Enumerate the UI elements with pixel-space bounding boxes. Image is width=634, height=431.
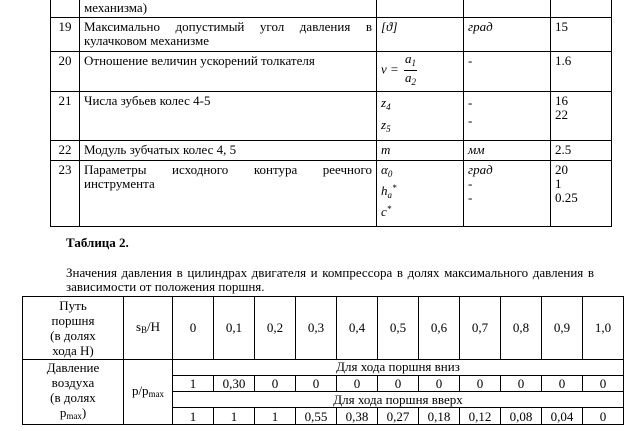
label-line: воздуха [51, 375, 95, 390]
row-value: 2.5 [551, 141, 612, 161]
row-number: 23 [51, 161, 80, 227]
value-line: 22 [555, 107, 568, 122]
label-tail: ) [81, 405, 87, 420]
unit-line: град [468, 162, 493, 177]
value-line: 0.25 [555, 190, 578, 205]
position-value: 0,2 [255, 297, 296, 360]
up-value: 1 [214, 408, 255, 425]
row-number: 19 [51, 18, 80, 52]
row-description: Максимально допустимый угол давления в кулачковом механизме [80, 18, 377, 52]
symbol-star: * [392, 183, 397, 193]
label-line [23, 405, 123, 424]
down-value: 0 [501, 375, 542, 392]
up-value: 0,08 [501, 408, 542, 425]
up-value: 0,12 [460, 408, 501, 425]
symbol-base: h [381, 183, 388, 198]
ratio-index: max [148, 388, 165, 399]
row-value: 15 [551, 18, 612, 52]
pressure-table [22, 296, 624, 425]
table-row [51, 18, 612, 52]
down-value: 0 [419, 375, 460, 392]
table-row [51, 52, 612, 92]
down-value: 0 [296, 375, 337, 392]
symbol-index: 5 [386, 124, 391, 134]
frac-denominator-index: 2 [411, 77, 417, 87]
ratio-tail: /H [147, 318, 161, 334]
position-label [23, 297, 124, 360]
position-value: 0 [173, 297, 214, 360]
down-value: 0 [460, 375, 501, 392]
frac-denominator: a [405, 70, 412, 85]
label-line: (в долях [50, 328, 96, 343]
ratio-base: s [135, 318, 142, 334]
row-symbol [377, 161, 464, 227]
label-p: p [59, 405, 67, 420]
down-value: 0 [255, 375, 296, 392]
row-value [551, 92, 612, 141]
down-value: 0 [583, 375, 624, 392]
row-value: 1.6 [551, 52, 612, 92]
value-line: 20 [555, 162, 568, 177]
row-description: Модуль зубчатых колес 4, 5 [80, 141, 377, 161]
frac-numerator: a [405, 51, 412, 66]
row-symbol [377, 92, 464, 141]
down-value: 0 [337, 375, 378, 392]
row-unit [464, 92, 551, 141]
symbol-index: 4 [386, 102, 391, 112]
parameters-table [50, 0, 612, 227]
symbol-base: α [381, 162, 388, 177]
symbol-base: c [381, 204, 387, 219]
up-value: 0,04 [542, 408, 583, 425]
position-value: 0,3 [296, 297, 337, 360]
table-row [51, 0, 612, 18]
up-value: 0,55 [296, 408, 337, 425]
row-description: Параметры исходного контура реечного инструмента [80, 161, 377, 227]
row-symbol: m [377, 141, 464, 161]
row-fragment: механизма) [80, 0, 377, 18]
symbol-base: z [381, 117, 387, 132]
row-number: 22 [51, 141, 80, 161]
row-symbol [377, 52, 464, 92]
position-value: 1,0 [583, 297, 624, 360]
label-line: поршня [51, 313, 95, 328]
label-p-index: max [66, 411, 82, 421]
position-ratio [124, 297, 173, 360]
unit-line: - [468, 190, 473, 205]
up-value: 0,38 [337, 408, 378, 425]
row-number: 20 [51, 52, 80, 92]
position-value: 0,7 [460, 297, 501, 360]
symbol-index: 0 [387, 169, 393, 179]
up-value: 1 [173, 408, 214, 425]
label-line: Давление [46, 360, 100, 375]
down-value: 0 [542, 375, 583, 392]
label-line: Путь [59, 298, 87, 313]
table-2-title: Таблица 2. [66, 235, 129, 250]
down-value: 0 [378, 375, 419, 392]
symbol-star: * [386, 204, 392, 214]
position-value: 0,4 [337, 297, 378, 360]
ratio-index: B [141, 324, 148, 335]
down-label-row [23, 360, 624, 376]
ratio-symbol: ν = [381, 61, 399, 77]
table-2-caption: Значения давления в цилиндрах двигателя и компрессора в долях максимального давления в зависимости от положения поршня. [66, 265, 594, 294]
position-value: 0,8 [501, 297, 542, 360]
label-line: хода H) [52, 343, 94, 358]
pressure-ratio [124, 360, 173, 425]
symbol-index: a [387, 190, 392, 200]
up-value: 0,18 [419, 408, 460, 425]
row-unit: - [464, 52, 551, 92]
table-row [51, 161, 612, 227]
row-description: Числа зубьев колес 4-5 [80, 92, 377, 141]
row-symbol: [ϑ] [377, 18, 464, 52]
up-stroke-label: Для хода поршня вверх [173, 392, 624, 408]
position-value: 0,5 [378, 297, 419, 360]
up-value: 0,27 [378, 408, 419, 425]
row-unit: мм [464, 141, 551, 161]
position-value: 0,1 [214, 297, 255, 360]
value-line: 1 [555, 176, 562, 191]
down-stroke-label: Для хода поршня вниз [173, 360, 624, 376]
row-number: 21 [51, 92, 80, 141]
position-value: 0,9 [542, 297, 583, 360]
table-row [51, 92, 612, 141]
row-description: Отношение величин ускорений толкателя [80, 52, 377, 92]
frac-numerator-index: 1 [411, 58, 417, 68]
row-unit [464, 161, 551, 227]
row-value [551, 161, 612, 227]
unit-line: - [468, 113, 473, 128]
pressure-label [23, 360, 124, 425]
acceleration-fraction [404, 52, 417, 89]
symbol-base: z [381, 95, 387, 110]
position-header-row [23, 297, 624, 360]
value-line: 16 [555, 93, 568, 108]
table-row [51, 141, 612, 161]
ratio-base: p/p [131, 382, 149, 398]
down-value: 1 [173, 375, 214, 392]
position-value: 0,6 [419, 297, 460, 360]
down-value: 0,30 [214, 375, 255, 392]
up-value: 0 [583, 408, 624, 425]
row-unit: град [464, 18, 551, 52]
unit-line: - [468, 95, 473, 110]
up-value: 1 [255, 408, 296, 425]
label-line: (в долях [50, 390, 96, 405]
unit-line: - [468, 176, 473, 191]
